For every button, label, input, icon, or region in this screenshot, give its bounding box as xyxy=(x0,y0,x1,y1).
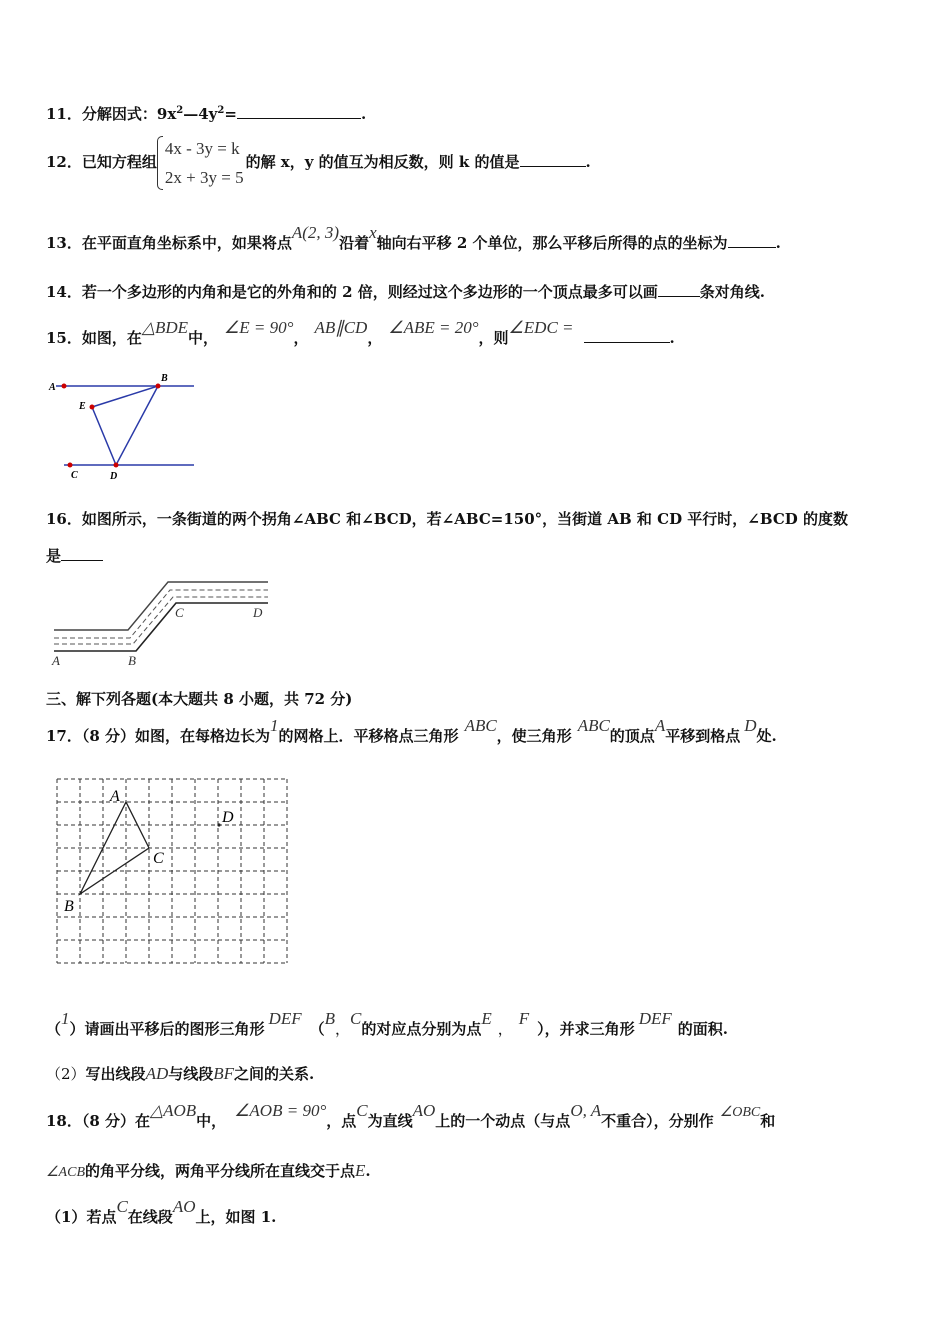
question-17-part-2: （2）写出线段AD与线段BF之间的关系. xyxy=(46,1064,315,1083)
point-c xyxy=(68,463,73,468)
label-c: C xyxy=(153,850,164,867)
label-b: B xyxy=(161,373,168,384)
answer-blank[interactable] xyxy=(520,151,586,167)
label-a: A xyxy=(110,788,120,805)
question-14: 14．若一个多边形的内角和是它的外角和的 2 倍，则经过这个多边形的一个顶点最多可以画 条对角线. xyxy=(46,283,765,301)
triangle-bde xyxy=(92,386,158,465)
point-a xyxy=(62,384,67,389)
question-18-part-1: （1）若点C在线段AO上，如图 1. xyxy=(46,1197,277,1226)
figure-parallel-triangle xyxy=(46,372,198,484)
point-e xyxy=(90,405,95,410)
question-11: 11．分解因式：$9x^2—4y^2=$ . xyxy=(46,105,367,123)
answer-blank[interactable] xyxy=(658,281,700,297)
question-12: 12．已知方程组 4x - 3y = k 2x + 3y = 5 的解 x，y 的值互为相反数，则 k 的值是 . xyxy=(46,134,591,192)
figure-grid xyxy=(52,772,292,968)
label-a: A xyxy=(52,653,60,668)
label-e: E xyxy=(79,401,86,412)
label-b: B xyxy=(64,898,74,915)
section-heading: 三、解下列各题(本大题共 8 小题，共 72 分) xyxy=(46,690,353,708)
answer-blank[interactable] xyxy=(584,327,670,343)
equation-system: 4x - 3y = k 2x + 3y = 5 xyxy=(157,134,244,192)
question-16-cont: 是 xyxy=(46,545,103,566)
label-d: D xyxy=(222,809,234,826)
label-d: D xyxy=(110,471,118,482)
label-d: D xyxy=(253,605,263,620)
answer-blank[interactable] xyxy=(237,103,361,119)
point-d xyxy=(114,463,119,468)
label-c: C xyxy=(71,470,78,481)
point-d xyxy=(217,823,220,826)
label-a: A xyxy=(49,382,56,393)
question-18: 18．（8 分）在△AOB中，∠AOB = 90°，点C为直线AO上的一个动点（与点O, A不重合），分别作 ∠OBC和 xyxy=(46,1101,776,1130)
question-16: 16．如图所示，一条街道的两个拐角∠ABC 和∠BCD，若∠ABC=150°，当街道 AB 和 CD 平行时，∠BCD 的度数 xyxy=(46,510,848,528)
question-18-cont: ∠ACB的角平分线，两角平分线所在直线交于点E. xyxy=(46,1161,371,1180)
label-b: B xyxy=(128,653,136,668)
question-13: 13．在平面直角坐标系中，如果将点A(2, 3)沿着x轴向右平移 2 个单位，那么平移后所得的点的坐标为 . xyxy=(46,223,781,252)
answer-blank[interactable] xyxy=(728,232,776,248)
question-17: 17．（8 分）如图，在每格边长为1的网格上．平移格点三角形ABC，使三角形ABC的顶点A平移到格点D处. xyxy=(46,716,777,745)
figure-street xyxy=(50,572,272,670)
label-c: C xyxy=(175,605,184,620)
point-b xyxy=(156,384,161,389)
answer-blank[interactable] xyxy=(61,545,103,561)
question-17-part-1: （1）请画出平移后的图形三角形DEF（B，C的对应点分别为点E，F），并求三角形DEF的面积. xyxy=(46,1009,728,1038)
question-15: 15．如图，在△BDE中，∠E = 90°，AB∥CD，∠ABE = 20°，则∠EDC =. xyxy=(46,318,675,347)
